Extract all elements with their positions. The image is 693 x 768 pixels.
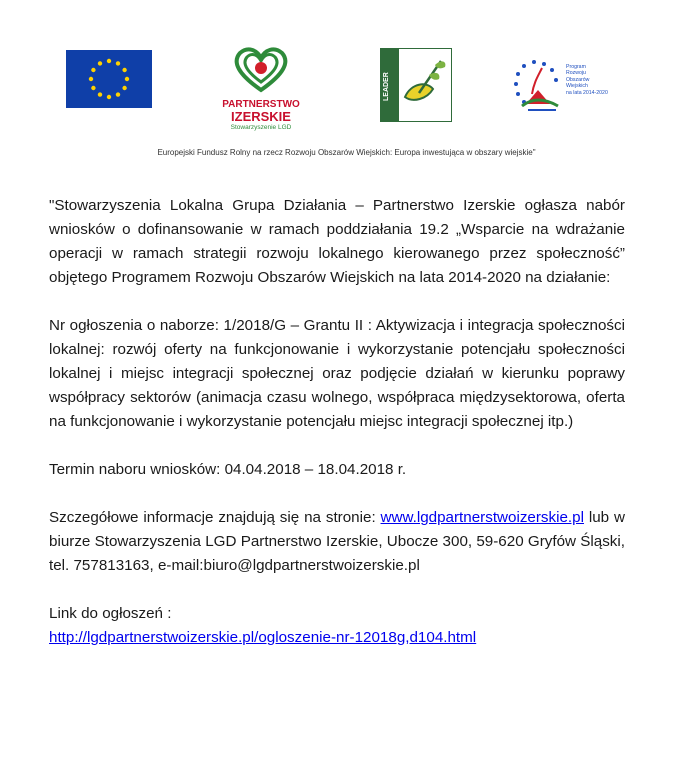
heart-icon: [218, 44, 304, 94]
contact-details: lub w biurze Stowarzyszenia LGD Partnerstwo Izerskie, Ubocze 300, 59-620 Gryfów Śląski, tel. 757813163, e-mail:biuro@lgdpartnerstwoizerskie.pl: [49, 509, 625, 574]
prow-text-line: Program: [566, 64, 586, 70]
funding-caption: Europejski Fundusz Rolny na rzecz Rozwoju Obszarów Wiejskich: Europa inwestująca w obszary wiejskie": [157, 148, 536, 157]
prow-logo: [508, 54, 608, 114]
intro-paragraph: "Stowarzyszenia Lokalna Grupa Działania – Partnerstwo Izerskie ogłasza nabór wniosków o dofinansowanie w ramach poddziałania 19.2 „Wsparcie na wdrażanie operacji w ramach strategii rozwoju lokalnego kierowanego przez społeczność” objętego Programem Rozwoju Obszarów Wiejskich na lata 2014-2020 na działanie:: [49, 197, 625, 286]
contact-prefix: Szczegółowe informacje znajdują się na stronie:: [49, 509, 381, 526]
prow-text: [566, 64, 612, 96]
logo-bar: [0, 40, 693, 130]
eu-flag-logo: [66, 50, 152, 108]
leader-logo: [380, 48, 452, 122]
prow-text-line: Wiejskich: [566, 83, 588, 90]
partnerstwo-izerskie-logo: [218, 44, 304, 131]
announcement-body: [49, 194, 625, 674]
prow-emblem-icon: [508, 54, 566, 114]
announcement-link-paragraph: [49, 602, 625, 650]
announcement-number-paragraph: Nr ogłoszenia o naborze: 1/2018/G – Grantu II : Aktywizacja i integracja społeczności lokalnej: rozwój oferty na funkcjonowanie i wykorzystanie potencjału społeczności lokalnej i miejsc integracji społecznej oraz podjęcie działań w kierunku poprawy współpracy sektorów (animacja czasu wolnego, współpraca międzysektorowa, oferta na funkcjonowanie i wykorzystanie potencjału miejsc integracji społecznej itp.): [49, 317, 625, 430]
deadline-paragraph: Termin naboru wniosków: 04.04.2018 – 18.04.2018 r.: [49, 461, 407, 478]
partnerstwo-subtitle: Stowarzyszenie LGD: [230, 124, 292, 131]
link-label: Link do ogłoszeń :: [49, 605, 172, 622]
contact-paragraph: [49, 506, 625, 578]
partnerstwo-title: PARTNERSTWO: [222, 99, 300, 110]
eu-stars-icon: [66, 50, 152, 108]
announcement-link[interactable]: http://lgdpartnerstwoizerskie.pl/ogloszenie-nr-12018g,d104.html: [49, 629, 477, 646]
izerskie-title: IZERSKIE: [231, 109, 291, 124]
leader-label: LEADER: [383, 72, 390, 101]
website-link[interactable]: www.lgdpartnerstwoizerskie.pl: [380, 509, 584, 526]
prow-text-line: na lata 2014-2020: [566, 89, 608, 96]
leaf-icon: [401, 53, 449, 117]
prow-text-line: Rozwoju: [566, 70, 586, 77]
prow-text-line: Obszarów: [566, 76, 590, 83]
